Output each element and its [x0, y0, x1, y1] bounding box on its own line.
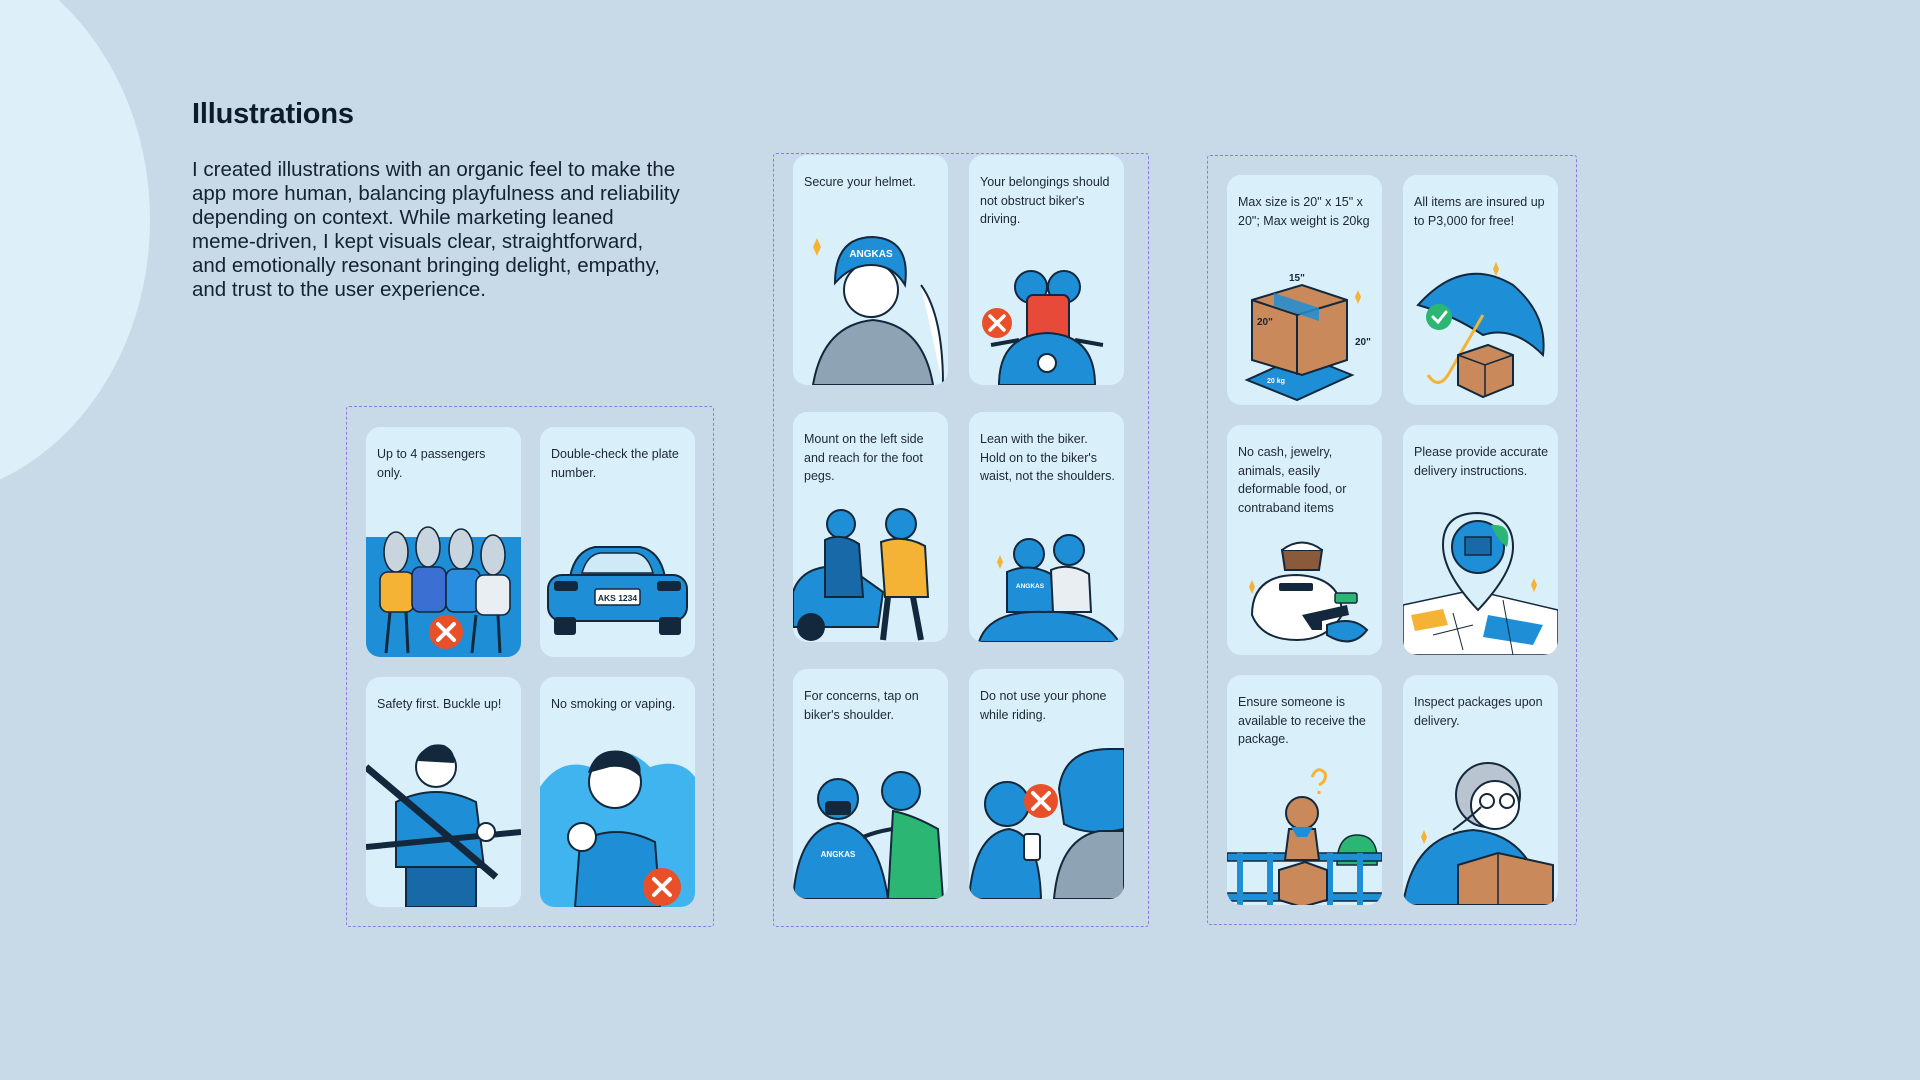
- group-passenger-rules: [346, 406, 714, 927]
- scale-label-text: 20 kg: [1267, 378, 1285, 385]
- background-circle: [0, 0, 150, 500]
- umbrella-insured-icon: [1403, 225, 1558, 405]
- card-caption: Do not use your phone while riding.: [980, 689, 1107, 722]
- card-caption: Lean with the biker. Hold on to the biker's waist, not the shoulders.: [980, 432, 1115, 483]
- card-belongings: [969, 155, 1124, 385]
- map-pin-icon: [1403, 475, 1558, 655]
- card-no-phone: [969, 669, 1124, 899]
- dog-waiting-icon: [1227, 725, 1382, 905]
- card-caption: Double-check the plate number.: [551, 447, 679, 480]
- card-caption: No cash, jewelry, animals, easily deformable food, or contraband items: [1238, 445, 1347, 515]
- card-buckle-up: [366, 677, 521, 907]
- phone-riding-icon: [969, 719, 1124, 899]
- shirt-brand-text: ANGKAS: [820, 850, 856, 859]
- card-insured: [1403, 175, 1558, 405]
- card-caption: Secure your helmet.: [804, 175, 916, 189]
- insured-check-icon: [1426, 304, 1452, 330]
- card-lean-with-biker: [969, 412, 1124, 642]
- card-caption: Safety first. Buckle up!: [377, 697, 502, 711]
- card-caption: Inspect packages upon delivery.: [1414, 695, 1543, 728]
- card-prohibited-items: [1227, 425, 1382, 655]
- card-caption: Mount on the left side and reach for the foot pegs.: [804, 432, 924, 483]
- card-plate-number: [540, 427, 695, 657]
- leaning-icon: [969, 462, 1124, 642]
- group-bike-rules: [773, 153, 1149, 927]
- card-caption: For concerns, tap on biker's shoulder.: [804, 689, 919, 722]
- helmet-brand-text: ANGKAS: [849, 249, 893, 260]
- car-rear-icon: [540, 477, 695, 657]
- card-delivery-instructions: [1403, 425, 1558, 655]
- dim-height-text: 20": [1355, 337, 1371, 348]
- smoking-icon: [540, 727, 695, 907]
- mounting-icon: [793, 462, 948, 642]
- card-caption: All items are insured up to P3,000 for free!: [1414, 195, 1545, 228]
- card-caption: Max size is 20" x 15" x 20"; Max weight is 20kg: [1238, 195, 1370, 228]
- granny-inspect-icon: [1403, 725, 1558, 905]
- card-max-size: [1227, 175, 1382, 405]
- page-title: Illustrations: [192, 98, 354, 130]
- card-tap-shoulder: [793, 669, 948, 899]
- card-caption: No smoking or vaping.: [551, 697, 676, 711]
- seatbelt-icon: [366, 727, 521, 907]
- helmet-rider-icon: [793, 205, 948, 385]
- passengers-group-icon: [366, 477, 521, 657]
- prohibited-items-icon: [1227, 475, 1382, 655]
- card-mount-left: [793, 412, 948, 642]
- tap-shoulder-icon: [793, 719, 948, 899]
- card-no-smoking: [540, 677, 695, 907]
- shirt-brand-text: ANGKAS: [1015, 583, 1045, 590]
- scooter-backpack-icon: [969, 205, 1124, 385]
- box-size-icon: [1227, 225, 1382, 405]
- card-receive-package: [1227, 675, 1382, 905]
- intro-paragraph: I created illustrations with an organic feel to make the app more human, balancing playfulness and reliability depending on context. While marketing leaned meme-driven, I kept visuals clear, straightforward, and emotionally resonant bringing delight, empathy, and trust to the user experience.: [192, 158, 680, 301]
- card-secure-helmet: [793, 155, 948, 385]
- card-inspect-packages: [1403, 675, 1558, 905]
- card-caption: Ensure someone is available to receive the package.: [1238, 695, 1366, 746]
- plate-text: AKS 1234: [597, 593, 638, 603]
- group-delivery-rules: [1207, 155, 1577, 925]
- card-caption: Up to 4 passengers only.: [377, 447, 486, 480]
- card-caption: Please provide accurate delivery instructions.: [1414, 445, 1549, 478]
- card-caption: Your belongings should not obstruct biker's driving.: [980, 175, 1110, 226]
- dim-width-text: 20": [1257, 317, 1273, 328]
- card-max-passengers: [366, 427, 521, 657]
- dim-depth-text: 15": [1289, 273, 1305, 284]
